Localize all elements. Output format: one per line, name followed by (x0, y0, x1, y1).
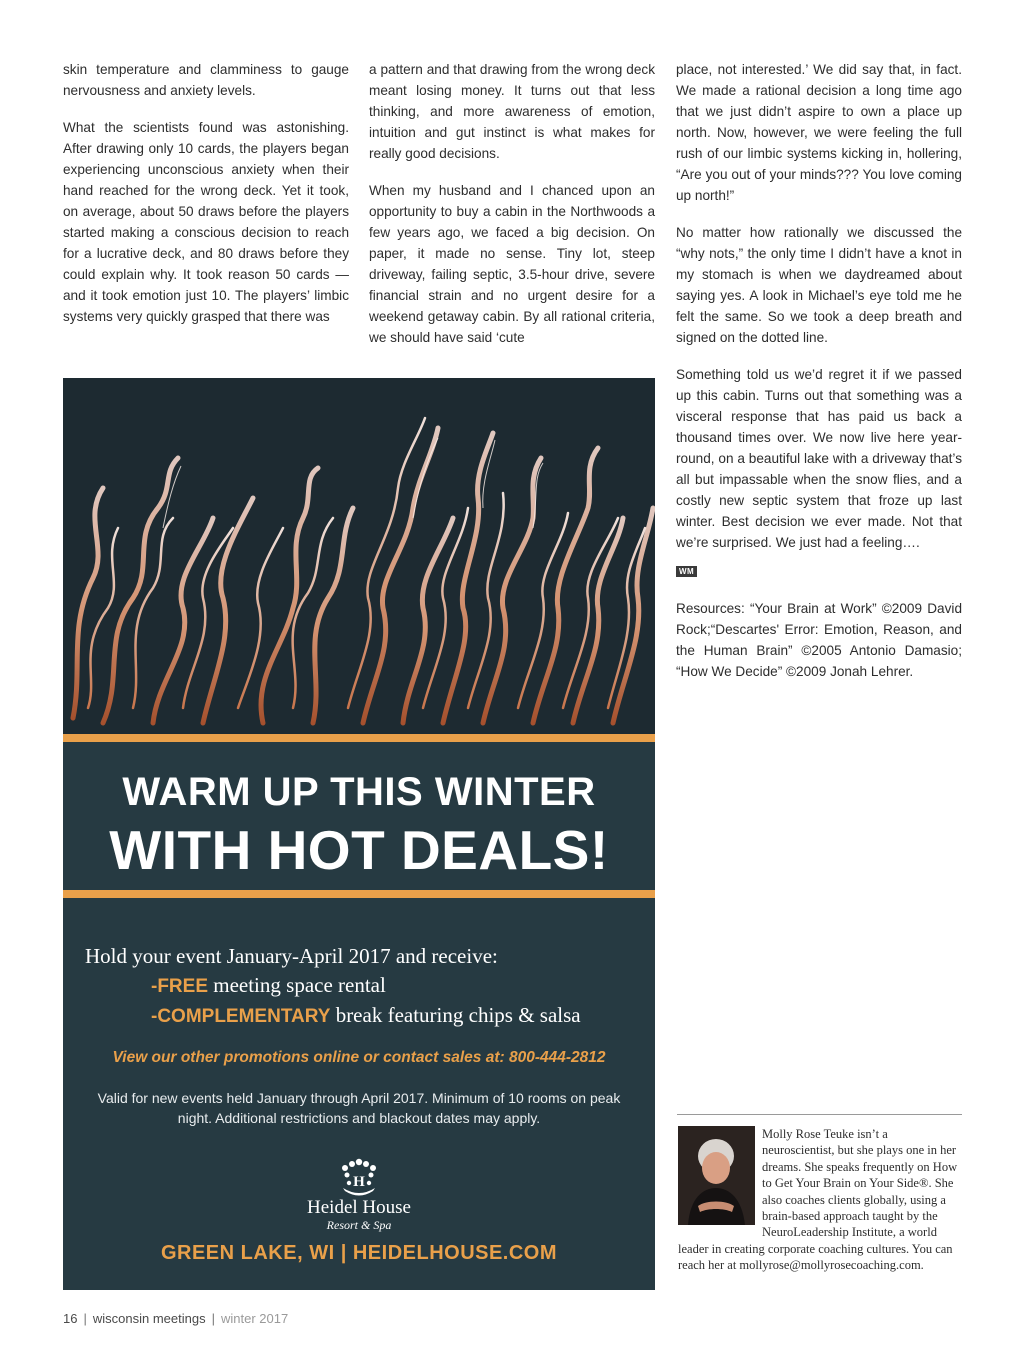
offer-highlight: -COMPLEMENTARY (151, 1006, 331, 1027)
heidel-house-advertisement[interactable] (63, 378, 655, 1290)
flames-photo (63, 378, 655, 734)
ad-fine-print: Valid for new events held January through April 2017. Minimum of 10 rooms on peak night. Additional restrictions and blackout dates may apply. (97, 1090, 621, 1126)
author-bio (678, 1126, 962, 1274)
offer-text: meeting space rental (208, 973, 386, 997)
article-paragraph: place, not interested.’ We did say that, in fact. We made a rational decision a long time ago that we just didn’t aspire to own a place up north. Now, however, we were feeling the full rush of our limbic systems kicking in, hollering, “Are you out of your minds??? You love coming up north!” (676, 62, 962, 203)
issue-label: winter 2017 (220, 1311, 289, 1326)
offer-item-complementary (85, 1001, 581, 1031)
article-paragraph: No matter how rationally we discussed the “why nots,” the only time I didn’t have a knot in my stomach is when we daydreamed about saying yes. A look in Michael’s eye told me he felt the same. So we took a deep breath and signed on the dotted line. (676, 225, 962, 345)
crest-icon (337, 1158, 381, 1198)
article-column-3 (676, 59, 962, 698)
svg-text:H: H (353, 1174, 365, 1190)
article-paragraph: a pattern and that drawing from the wrong deck meant losing money. It turns out that less thinking, and more awareness of emotion, intuition and gut instinct is what makes for really good decisions. (369, 62, 655, 161)
article-paragraph: skin temperature and clamminess to gauge nervousness and anxiety levels. (63, 62, 349, 98)
offer-item-free (85, 971, 581, 1001)
bio-text: Molly Rose Teuke isn’t a neuroscientist, but she plays one in her dreams. She speaks frequently on How to Get Your Brain on Your Side®. She also coaches clients globally, using a brain-based approach taught by the NeuroLeadership Institute, a world leader in creating corporate coaching cultures. You can reach her at mollyrose@mollyrosecoaching.com. (678, 1127, 958, 1273)
page-number: 16 (63, 1311, 78, 1326)
offer-highlight: -FREE (151, 976, 208, 997)
ad-location-website[interactable]: GREEN LAKE, WI | HEIDELHOUSE.COM (160, 1242, 558, 1264)
article-column-2 (369, 59, 655, 364)
orange-divider (63, 890, 655, 898)
ad-headline-line1: WARM UP THIS WINTER (122, 770, 596, 814)
ad-promo-contact[interactable]: View our other promotions online or contact sales at: 800-444-2812 (112, 1049, 606, 1066)
article-paragraph: What the scientists found was astonishing. After drawing only 10 cards, the players began experiencing unconscious anxiety when their hand reached for the wrong deck. Yet it took, on average, about 50 draws before the players started making a conscious decision to reach for a lucrative deck, and 80 draws before they could explain why. It took reason 50 cards — and it took emotion just 10. The players’ limbic systems very quickly grasped that there was (63, 120, 349, 324)
page-footer: 16 | wisconsin meetings | winter 2017 (63, 1311, 289, 1326)
logo-name: Heidel House (307, 1197, 411, 1218)
offer-intro: Hold your event January-April 2017 and receive: (85, 944, 498, 968)
article-paragraph: Something told us we’d regret it if we passed up this cabin. Turns out that something was a visceral response that has paid us back a thousand times over. We now live here year-round, on a beautiful lake with a driveway that’s all but impassable when the snow flies, and a costly new septic system that froze up last winter. Best decision we ever made. Not that we’re surprised. We just had a feeling…. (676, 367, 962, 550)
end-mark-badge: WM (676, 566, 697, 577)
bio-divider (677, 1114, 962, 1115)
logo-subtitle: Resort & Spa (326, 1218, 392, 1232)
offer-text: break featuring chips & salsa (330, 1003, 581, 1027)
article-paragraph: When my husband and I chanced upon an opportunity to buy a cabin in the Northwoods a few years ago, we faced a big decision. On paper, it made no sense. Tiny lot, steep driveway, failing septic, 3.5-hour drive, severe financial strain and no urgent desire for a weekend getaway cabin. By all rational criteria, we should have said ‘cute (369, 183, 655, 345)
publication-name: wisconsin meetings (92, 1311, 206, 1326)
ad-headline-line2: WITH HOT DEALS! (109, 819, 609, 881)
resources-paragraph: Resources: “Your Brain at Work” ©2009 David Rock;“Descartes' Error: Emotion, Reason, and the Human Brain” ©2005 Antonio Damasio; “How We Decide” ©2009 Jonah Lehrer. (676, 601, 962, 679)
article-column-1 (63, 59, 349, 343)
heidel-house-logo (63, 1158, 655, 1232)
orange-divider (63, 734, 655, 742)
flames-illustration (63, 378, 655, 734)
ad-offer (85, 942, 581, 1031)
